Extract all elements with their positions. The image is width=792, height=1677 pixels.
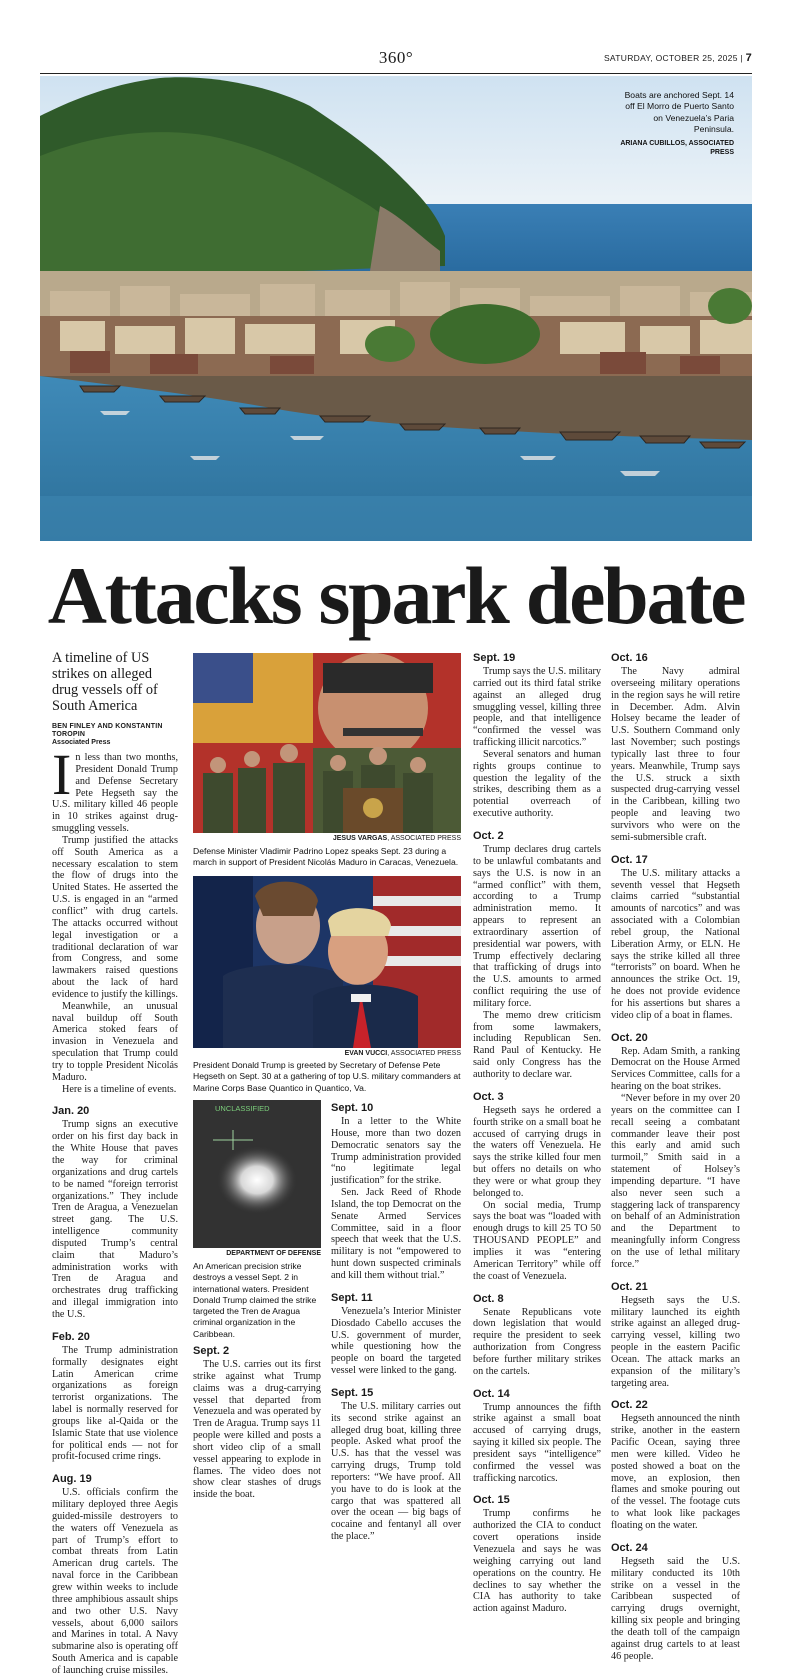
intro-paragraph: Meanwhile, an unusual naval buildup off South America stoked fears of invasion in Venezuela and speculation that Trump could try to topple President Nicolás Maduro. [52,1000,178,1083]
entry-text: Senate Republicans vote down legislation that would require the president to seek authorization from Congress before further military strikes on the cartels. [473,1306,601,1377]
page-number: 7 [745,52,752,64]
column-mid [331,1102,461,1543]
entry-text: U.S. officials confirm the military deployed three Aegis guided-missile destroyers to the waters off Venezuela as part of Trump’s effort to combat threats from Latin American drug cartels. The naval force in the Caribbean grew within weeks to include three amphibious assault ships and two other U.S. Navy vessels, about 6,000 sailors and Marines in total. A Navy submarine also is operating off South America and is capable of launching cruise missiles. [52,1487,178,1676]
photo-strike-footage-image [193,1100,321,1248]
photo3-credit: DEPARTMENT OF DEFENSE [226,1250,321,1257]
entry-date: Oct. 8 [473,1292,504,1305]
byline: BEN FINLEY AND KONSTANTIN TOROPIN [52,723,163,738]
photo2-credit: EVAN VUCCI, ASSOCIATED PRESS [344,1050,461,1057]
hero-photo [40,76,752,541]
entry-text: The memo drew criticism from some lawmakers, including Republican Sen. Rand Paul of Kentucky. He said only Congress has the authority to declare war. [473,1009,601,1080]
entry-text: Hegseth says the U.S. military launched its eighth strike against an alleged drug-carrying vessel, killing two people in the eastern Pacific Ocean. The attack marks an expansion of the military’s targeting area. [611,1294,740,1389]
entry-text: Trump says the U.S. military carried out its third fatal strike against an alleged drug smuggling vessel, killing three people, and that intelligence “confirmed the vessel was trafficking illicit narcotics.” [473,666,601,749]
entry-date: Oct. 24 [611,1541,648,1554]
photo-trump-hegseth-image [193,876,461,1048]
deck: A timeline of US strikes on alleged drug vessels off of South America [52,650,158,714]
entry-date: Oct. 20 [611,1031,648,1044]
entry-text: The U.S. military attacks a seventh vessel that Hegseth claims carried “substantial amounts of narcotics” and was associated with a Colombian rebel group, the National Liberation Army, or ELN. He says the strike killed all three “terrorists” on board. When he announces the strike Oct. 19, he does not provide evidence for his assertions but shares a video clip of a boat in flames. [611,867,740,1021]
photo-strike-footage [193,1100,321,1248]
entry-text: Rep. Adam Smith, a ranking Democrat on the House Armed Services Committee, calls for a hearing on the boat strikes. [611,1045,740,1093]
photo-defense-minister [193,653,461,833]
entry-text: Trump signs an executive order on his first day back in the White House that paves the way for criminal organizations and drug cartels to be named “foreign terrorist organizations.” They include Tren de Aragua, a Venezuelan street gang. The U.S. intelligence community disputed Trump’s central claim that Maduro’s administration works with Tren de Aragua and orchestrates drug trafficking and illegal immigration into the U.S. [52,1119,178,1320]
entry-text: The Trump administration formally designates eight Latin American crime organizations as foreign terrorist organizations. The label is normally reserved for groups like al-Qaida or the Islamic State that use violence for political ends — not for profit-focused crime rings. [52,1344,178,1463]
entry-date: Oct. 17 [611,853,648,866]
entry-text: Trump announces the fifth strike against a small boat accused of carrying drugs, saying it killed six people. The president says “intelligence” confirmed the vessel was trafficking narcotics. [473,1401,601,1484]
entry-date: Oct. 2 [473,829,504,842]
entry-date: Sept. 2 [193,1345,230,1357]
entry-date: Sept. 15 [331,1386,374,1399]
entry-text: “Never before in my over 20 years on the committee can I recall seeing a combatant commander leave their post this early and amid such turmoil,” Smith said in a statement of Holsey’s impending departure. “I have also never seen such a staggering lack of transparency on behalf of an Administration and the Department to meaningfully inform Congress on the use of lethal military force.” [611,1093,740,1270]
entry-date: Jan. 20 [52,1105,90,1118]
entry-text: On social media, Trump says the boat was “loaded with enough drugs to kill 25 TO 50 THOUSAND PEOPLE” and implies it was “entering American Territory” while off the coast of Venezuela. [473,1199,601,1282]
entry-text: The U.S. carries out its first strike against what Trump claims was a drug-carrying vessel that departed from Venezuela and was operated by Tren de Aragua. Trump says 11 people were killed and posts a short video clip of a small vessel appearing to explode in flames. The video does not show clear stashes of drugs inside the boat. [193,1359,321,1501]
column-three [473,650,601,1615]
column-intro [52,650,178,1677]
entry-text: In a letter to the White House, more than two dozen Democratic senators say the Trump administration provided “no legitimate legal justification” for the strike. [331,1116,461,1187]
headline: Attacks spark debate [47,550,745,641]
entry-text: The Navy admiral overseeing military operations in the region says he will retire in December. Adm. Alvin Holsey became the leader of U.S. Southern Command only last November; such postings typically last three to four years. Meanwhile, Trump says the U.S. struck a sixth suspected drug-carrying vessel in the Caribbean, killing two people and leaving two survivors who were on the semi-submersible craft. [611,666,740,843]
column-four [611,650,740,1662]
entry-date: Aug. 19 [52,1473,92,1486]
photo2-caption: President Donald Trump is greeted by Secretary of Defense Pete Hegseth on Sept. 30 at a gathering of top U.S. military commanders at Marine Corps Base Quantico in Quantico, Va. [193,1060,461,1093]
hero-caption: Boats are anchored Sept. 14 off El Morro de Puerto Santo on Venezuela’s Paria Peninsula. [624,90,734,135]
header-date-line: SATURDAY, OCTOBER 25, 2025 | 7 [603,52,752,64]
entry-text: Several senators and human rights groups continue to question the legality of the strikes, describing them as a potential overreach of executive authority. [473,748,601,820]
entry-text: Trump declares drug cartels to be unlawful combatants and says the U.S. is now in an “armed conflict” with them, according to a Trump administration memo. It appears to represent an extraordinary assertion of presidential war powers, with Trump effectively declaring that trafficking of drugs into the U.S. amounts to armed conflict requiring the use of military force. [473,843,601,1009]
photo3-caption: An American precision strike destroys a vessel Sept. 2 in international waters. President Donald Trump claimed the strike targeted the Tren de Aragua criminal organization in the Caribbean. [193,1261,317,1339]
entry-date: Oct. 21 [611,1280,648,1293]
intro-paragraph: In less than two months, President Donald Trump and Defense Secretary Pete Hegseth say the U.S. military killed 46 people in 10 strikes against drug-smuggling vessels. [52,742,178,835]
header-date: SATURDAY, OCTOBER 25, 2025 [603,53,738,63]
entry-text: Venezuela’s Interior Minister Diosdado Cabello accuses the U.S. government of murder, while questioning how the people on board the targeted vessel were linked to the gang. [331,1305,461,1377]
entry-text: Sen. Jack Reed of Rhode Island, the top Democrat on the Senate Armed Services Committee, said in a floor speech that week that the U.S. military is not “empowered to hunt down suspected criminals and kill them without trial.” [331,1187,461,1281]
unclassified-label: UNCLASSIFIED [215,1104,270,1113]
photo-trump-hegseth [193,876,461,1048]
hero-caption-block [614,90,734,157]
page-header [40,46,752,74]
entry-date: Sept. 11 [331,1291,373,1304]
entry-date: Oct. 14 [473,1387,510,1400]
section-name: 360° [378,48,414,67]
entry-date: Oct. 16 [611,652,648,664]
column-sept-2 [193,1345,321,1501]
photo-defense-minister-image [193,653,461,833]
entry-text: Hegseth announced the ninth strike, another in the eastern Pacific Ocean, saying three men were killed. Video he posted showed a boat on the move, an explosion, then flames and smoke pouring out of the vessel. The footage cuts to what look like packages floating on the water. [611,1413,740,1531]
entry-date: Oct. 22 [611,1399,648,1412]
photo1-credit: JESUS VARGAS, ASSOCIATED PRESS [332,835,461,842]
entry-date: Oct. 15 [473,1494,510,1507]
entry-text: Hegseth says he ordered a fourth strike on a small boat he accused of carrying drugs in the waters off Venezuela. He says the strike killed four men but offers no details on who they were or what group they belonged to. [473,1104,601,1199]
entry-date: Feb. 20 [52,1330,90,1343]
hero-credit: ARIANA CUBILLOS, ASSOCIATED PRESS [620,139,734,156]
photo1-caption: Defense Minister Vladimir Padrino Lopez speaks Sept. 23 during a march in support of President Nicolás Maduro in Caracas, Venezuela. [193,846,459,868]
drop-cap: I [52,742,72,807]
entry-date: Sept. 19 [473,652,516,664]
entry-date: Oct. 3 [473,1090,504,1103]
byline-org: Associated Press [52,739,111,746]
entry-text: Hegseth said the U.S. military conducted its 10th strike on a vessel in the Caribbean suspected of carrying drugs overnight, killing six people and bringing the death toll of the campaign against drug cartels to at least 46 people. [611,1555,740,1662]
intro-paragraph: Trump justified the attacks off South America as a necessary escalation to stem the flow of drugs into the United States. He asserted the U.S. is engaged in an “armed conflict” with drug cartels. The attacks occurred without legal investigation or a traditional declaration of war from Congress, and some lawmakers raised questions about the lack of hard evidence to justify the killings. [52,834,178,1000]
entry-date: Sept. 10 [331,1102,374,1114]
entry-text: Trump confirms he authorized the CIA to conduct covert operations inside Venezuela and says he was weighing carrying out land operations on the country. He declines to say whether the CIA has authority to take action against Maduro. [473,1508,601,1615]
entry-text: The U.S. military carries out its second strike against an alleged drug boat, killing three people. Asked what proof the U.S. has that the vessel was carrying drugs, Trump told reporters: “We have proof. All you have to do is look at the cargo that was spattered all over the ocean — big bags of cocaine and fentanyl all over the place.” [331,1400,461,1543]
intro-paragraph: Here is a timeline of events. [62,1083,177,1095]
